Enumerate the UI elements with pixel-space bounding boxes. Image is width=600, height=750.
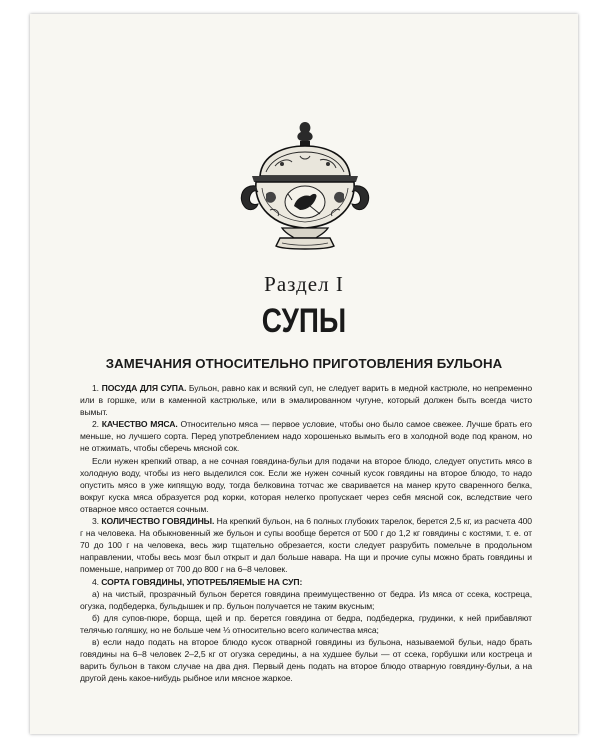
paragraph-8: в) если надо подать на второе блюдо кусок отварной говядины из бульона, называемой бульи, надо брать говядины на 6–8 человек 2–2,5 кг от огузка середины, а на худшее бульи — от ссека, горбушки или костреца и варить бульон в таком случае на два дня. Первый день подать на второе блюдо отварную говядину-бульи, а на другой день какое-нибудь рыбное или мясное жаркое. [80, 636, 532, 684]
paragraph-5: 4. СОРТА ГОВЯДИНЫ, УПОТРЕБЛЯЕМЫЕ НА СУП: [92, 576, 303, 587]
paragraph-2: 2. КАЧЕСТВО МЯСА. Относительно мяса — первое условие, чтобы оно было самое свежее. Лучше брать его меньше, но лучшего сорта. Перед употреблением надо хорошенько вымыть его в холодной воде под краном, но не отжимать, чтобы сберечь мясной сок. [80, 419, 532, 454]
book-page [30, 14, 578, 734]
paragraph-4: 3. КОЛИЧЕСТВО ГОВЯДИНЫ. На крепкий бульон, на 6 полных глубоких тарелок, берется 2,5 кг, из расчета 400 г на человека. На обыкновенный же бульон и супы вообще берется от 500 г до 1,2 кг говядины с костями, т. е. от 70 до 100 г на человека, весь жир тщательно обрезается, кости следует разрубить помельче в продольном направлении, чтобы весь мозг был открыт и дал больше навара. На щи и прочие супы можно брать говядины и поменьше, например от 700 до 800 г на 6–8 человек. [80, 516, 532, 575]
section-subtitle: ЗАМЕЧАНИЯ ОТНОСИТЕЛЬНО ПРИГОТОВЛЕНИЯ БУЛЬОНА [105, 356, 503, 371]
chapter-title: СУПЫ [261, 302, 347, 340]
paragraph-1: 1. ПОСУДА ДЛЯ СУПА. Бульон, равно как и всякий суп, не следует варить в медной кастрюле, но непременно или в горшке, или в каменной кастрюльке, или в эмалированном чугуне, который должен быть всегда чисто вымыт. [80, 383, 533, 418]
body-text [80, 382, 532, 684]
section-label: Раздел I [264, 272, 344, 296]
paragraph-6: а) на чистый, прозрачный бульон берется говядина преимущественно от бедра. Из мяса от ссека, костреца, огузка, подбедерка, бульдышек и пр. бульон получается не таким вкусным; [80, 588, 532, 611]
paragraph-3: Если нужен крепкий отвар, а не сочная говядина-бульи для подачи на второе блюдо, следует опустить мясо в холодную воду, чтобы из него выделился сок. Если же нужен сочный кусок говядины на второе блюдо, то надо опустить мясо в уже кипящую воду, тогда белковина тотчас же сваривается на манер круто сваренного белка, вокруг куска мяса образуется род корки, которая нелегко пропускает через себя мясной сок, вследствие чего отварное мясо остается сочным. [80, 455, 532, 514]
paragraph-7: б) для супов-пюре, борща, щей и пр. берется говядина от бедра, подбедерка, грудинки, к ней прибавляют телячью голяшку, но не больше чем ⅓ относительно всего количества мяса; [80, 612, 532, 635]
soup-tureen-illustration [230, 114, 380, 264]
